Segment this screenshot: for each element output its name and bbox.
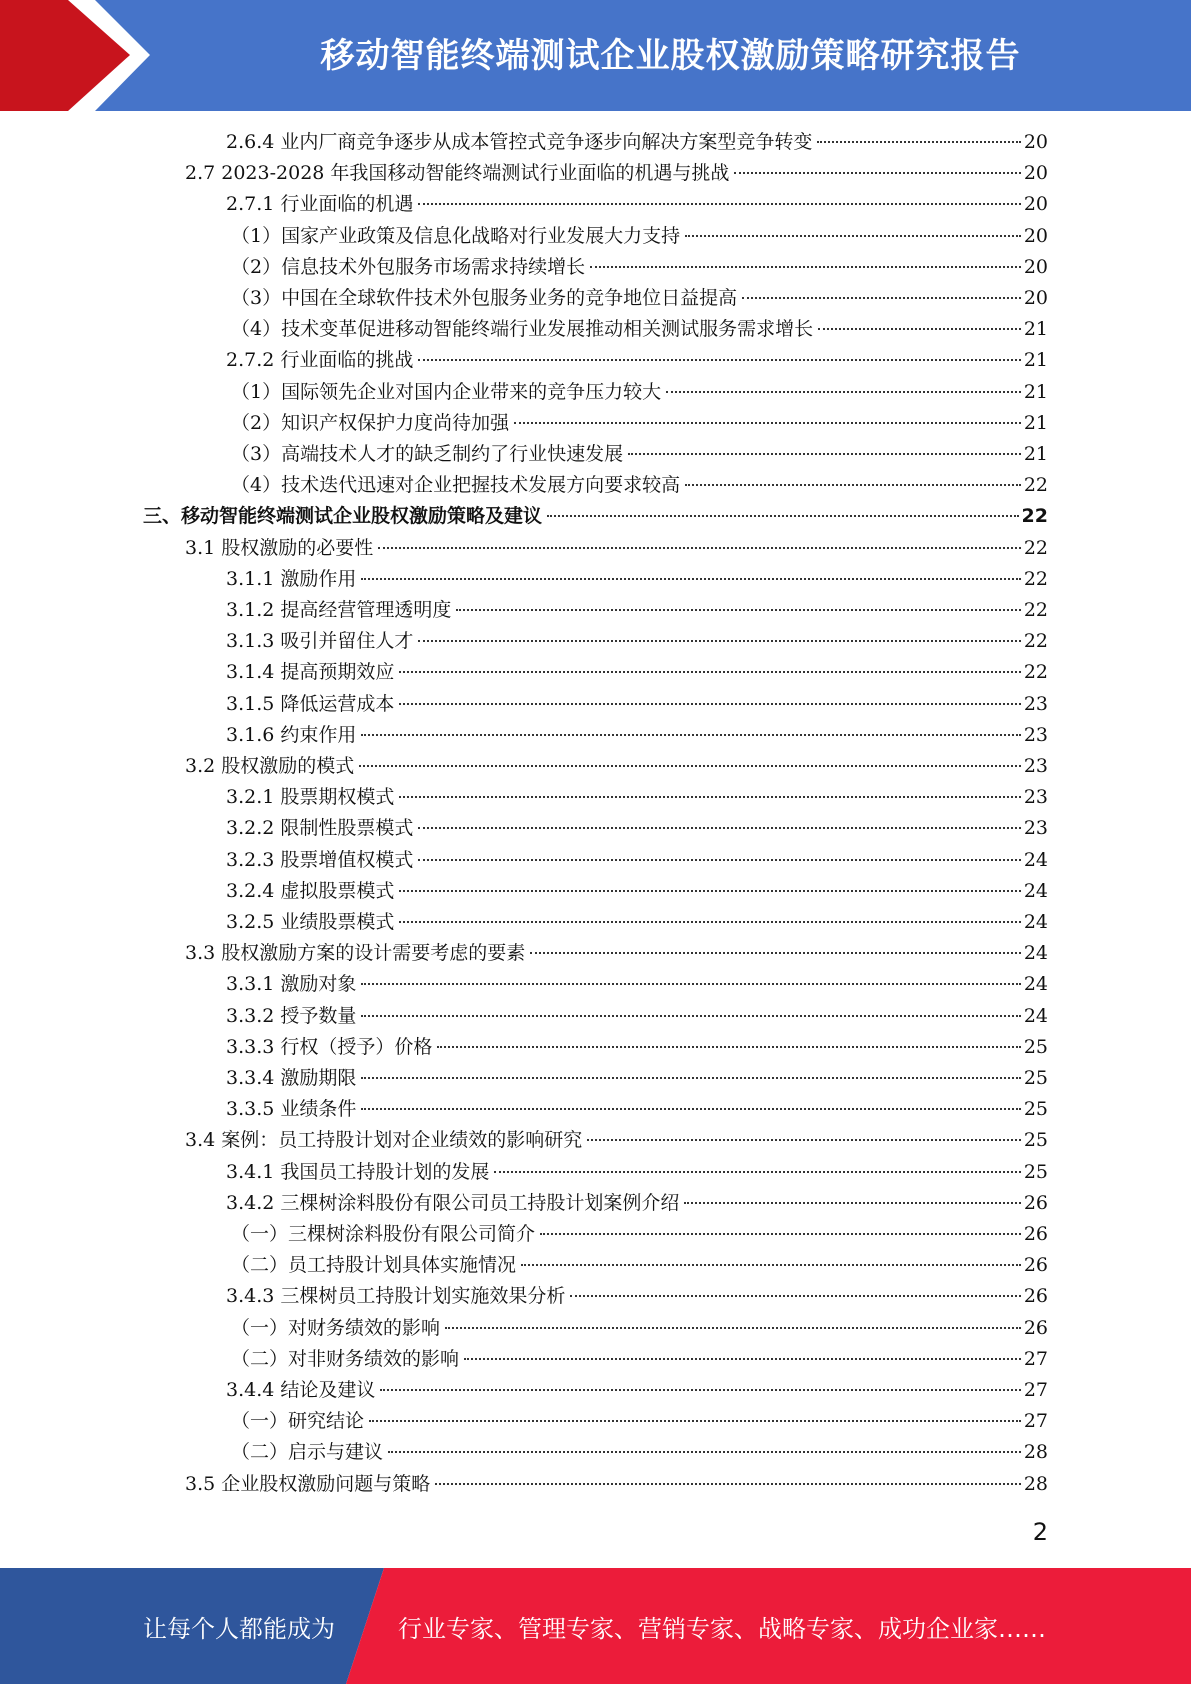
toc-entry-page: 23 [1023,786,1048,809]
toc-dot-leader [464,1358,1021,1360]
toc-dot-leader [399,796,1020,798]
toc-entry[interactable] [226,1157,1048,1188]
toc-entry-label: 3.1.6 约束作用 [226,723,357,746]
toc-entry-page: 20 [1023,287,1048,309]
toc-entry-label: 3.3.3 行权（授予）价格 [226,1035,433,1058]
toc-entry[interactable] [226,626,1048,657]
toc-dot-leader [378,547,1021,549]
toc-entry-page: 22 [1023,567,1048,590]
toc-dot-leader [628,453,1021,455]
toc-dot-leader [818,328,1021,330]
toc-entry-page: 24 [1023,848,1048,871]
toc-entry[interactable] [226,689,1048,720]
toc-entry-page: 22 [1023,661,1048,684]
toc-entry-label: （二）启示与建议 [231,1441,384,1464]
toc-entry-page: 21 [1023,411,1048,434]
toc-dot-leader [399,703,1020,705]
toc-entry-page: 21 [1023,318,1048,341]
toc-entry-label: 2.7.2 行业面临的挑战 [226,349,414,372]
toc-entry-page: 24 [1023,942,1048,965]
toc-dot-leader [684,1202,1020,1204]
toc-entry[interactable] [226,876,1048,907]
toc-entry-label: 3.3.4 激励期限 [226,1067,357,1089]
toc-entry[interactable] [185,938,1048,969]
toc-entry[interactable] [226,595,1048,626]
toc-dot-leader [685,484,1021,486]
toc-entry[interactable] [226,564,1048,595]
toc-entry[interactable] [226,969,1048,1000]
toc-entry[interactable] [185,751,1048,782]
toc-dot-leader [456,609,1020,611]
toc-dot-leader [399,671,1020,673]
toc-entry-label: （4）技术迭代迅速对企业把握技术发展方向要求较高 [231,474,681,497]
toc-dot-leader [590,266,1021,268]
toc-entry-label: 3.1.5 降低运营成本 [226,692,395,715]
toc-entry-label: 3.3.5 业绩条件 [226,1098,357,1121]
toc-entry[interactable] [231,283,1048,314]
toc-entry-page: 27 [1023,1410,1048,1433]
toc-entry-page: 22 [1023,599,1048,621]
toc-entry-label: （3）中国在全球软件技术外包服务业务的竞争地位日益提高 [231,287,738,309]
toc-entry-label: （一）研究结论 [231,1410,365,1433]
toc-entry-label: 3.2.2 限制性股票模式 [226,817,414,840]
toc-dot-leader [361,1108,1020,1110]
toc-entry-label: 3.3.2 授予数量 [226,1004,357,1027]
toc-entry-label: 3.4.1 我国员工持股计划的发展 [226,1160,490,1183]
toc-dot-leader [361,578,1020,580]
report-footer [0,1568,1191,1684]
toc-entry[interactable] [185,158,1048,189]
toc-entry[interactable] [226,1281,1048,1312]
toc-entry-page: 27 [1023,1347,1048,1370]
toc-entry-label: 3.4 案例：员工持股计划对企业绩效的影响研究 [185,1129,583,1152]
toc-entry-label: 3.4.4 结论及建议 [226,1379,376,1401]
report-header [0,0,1191,111]
toc-entry[interactable] [231,470,1048,501]
toc-entry-label: （二）员工持股计划具体实施情况 [231,1254,517,1277]
toc-dot-leader [445,1327,1021,1329]
toc-dot-leader [369,1420,1021,1422]
toc-entry[interactable] [226,345,1048,376]
footer-slogan-right: 行业专家、管理专家、营销专家、战略专家、成功企业家…… [398,1614,1046,1643]
toc-entry-page: 24 [1023,879,1048,902]
toc-entry[interactable] [231,1313,1048,1344]
toc-dot-leader [666,391,1021,393]
toc-entry-page: 27 [1023,1379,1048,1401]
toc-entry-page: 26 [1023,1316,1048,1339]
toc-dot-leader [388,1451,1021,1453]
toc-entry-page: 23 [1023,817,1048,840]
toc-entry-page: 22 [1023,536,1048,559]
toc-dot-leader [399,921,1020,923]
toc-entry-label: （一）三棵树涂料股份有限公司简介 [231,1223,536,1245]
toc-entry[interactable] [231,439,1048,470]
toc-dot-leader [435,1483,1021,1485]
page-number: 2 [1032,1518,1048,1546]
toc-entry[interactable] [226,1063,1048,1094]
toc-entry[interactable] [231,1437,1048,1468]
toc-entry[interactable] [226,720,1048,751]
toc-entry-page: 25 [1023,1067,1048,1089]
toc-entry[interactable] [231,1344,1048,1375]
toc-entry-label: 3.4.3 三棵树员工持股计划实施效果分析 [226,1285,566,1308]
toc-entry-label: 2.7.1 行业面临的机遇 [226,193,414,216]
toc-entry-page: 21 [1023,380,1048,403]
toc-dot-leader [734,172,1020,174]
toc-dot-leader [437,1046,1020,1048]
toc-entry-label: （1）国家产业政策及信息化战略对行业发展大力支持 [231,224,681,247]
toc-dot-leader [418,827,1020,829]
toc-entry-page: 28 [1023,1441,1048,1464]
toc-entry-page: 21 [1023,443,1048,465]
toc-entry-page: 20 [1023,255,1048,278]
toc-entry-label: 3.3 股权激励方案的设计需要考虑的要素 [185,942,526,965]
toc-entry-label: 3.1.1 激励作用 [226,567,357,590]
toc-entry[interactable] [231,1406,1048,1437]
toc-dot-leader [521,1264,1021,1266]
toc-entry[interactable] [185,1125,1048,1156]
toc-entry[interactable] [231,1250,1048,1281]
toc-dot-leader [570,1295,1020,1297]
toc-dot-leader [418,359,1020,361]
toc-entry-page: 23 [1023,723,1048,746]
toc-entry[interactable] [226,907,1048,938]
toc-entry[interactable] [226,127,1048,158]
toc-entry[interactable] [231,221,1048,252]
toc-dot-leader [380,1389,1020,1391]
toc-entry-label: 3.4.2 三棵树涂料股份有限公司员工持股计划案例介绍 [226,1191,680,1214]
toc-entry-page: 23 [1023,755,1048,777]
toc-dot-leader [530,952,1021,954]
toc-entry[interactable] [231,377,1048,408]
toc-entry-page: 28 [1023,1472,1048,1495]
toc-dot-leader [359,765,1021,767]
toc-dot-leader [418,640,1020,642]
toc-entry-page: 22 [1023,630,1048,653]
toc-entry[interactable] [226,1375,1048,1406]
toc-entry-page: 25 [1023,1035,1048,1058]
toc-entry-label: 3.5 企业股权激励问题与策略 [185,1472,431,1495]
toc-dot-leader [587,1139,1021,1141]
toc-entry-page: 20 [1023,131,1048,153]
toc-dot-leader [418,859,1020,861]
toc-entry-page: 25 [1023,1129,1048,1152]
toc-entry[interactable] [226,189,1048,220]
toc-entry-label: 2.6.4 业内厂商竞争逐步从成本管控式竞争逐步向解决方案型竞争转变 [226,131,813,153]
toc-entry-page: 26 [1023,1191,1048,1214]
toc-entry-label: 3.3.1 激励对象 [226,973,357,996]
toc-entry[interactable] [226,1032,1048,1063]
toc-entry[interactable] [231,314,1048,345]
report-title: 移动智能终端测试企业股权激励策略研究报告 [320,35,1021,76]
toc-entry-page: 20 [1023,224,1048,247]
toc-entry-page: 24 [1023,973,1048,996]
toc-entry[interactable] [185,533,1048,564]
toc-dot-leader [547,515,1019,517]
toc-entry-page: 23 [1023,692,1048,715]
toc-entry-label: 3.1 股权激励的必要性 [185,536,374,559]
toc-entry-label: （一）对财务绩效的影响 [231,1316,441,1339]
toc-entry-label: （1）国际领先企业对国内企业带来的竞争压力较大 [231,380,662,403]
toc-entry-label: 3.2.1 股票期权模式 [226,786,395,809]
toc-entry-label: 三、移动智能终端测试企业股权激励策略及建议 [143,505,543,528]
toc-dot-leader [817,141,1020,143]
toc-entry[interactable] [226,1094,1048,1125]
toc-entry-label: 3.2.3 股票增值权模式 [226,848,414,871]
toc-entry-page: 24 [1023,1004,1048,1027]
toc-entry[interactable] [231,408,1048,439]
toc-entry[interactable] [226,1001,1048,1032]
toc-dot-leader [685,235,1021,237]
toc-dot-leader [399,890,1020,892]
toc-entry-label: 3.2.5 业绩股票模式 [226,911,395,933]
toc-entry-label: （二）对非财务绩效的影响 [231,1347,460,1370]
toc-entry-label: 3.2.4 虚拟股票模式 [226,879,395,902]
toc-entry[interactable] [226,782,1048,813]
toc-entry-label: （2）知识产权保护力度尚待加强 [231,411,510,434]
toc-entry[interactable] [185,1469,1048,1500]
toc-entry[interactable] [226,1188,1048,1219]
toc-entry-page: 22 [1021,505,1048,528]
toc-dot-leader [361,983,1020,985]
toc-entry-label: （4）技术变革促进移动智能终端行业发展推动相关测试服务需求增长 [231,318,814,341]
toc-entry-label: 3.1.2 提高经营管理透明度 [226,599,452,621]
toc-entry-page: 22 [1023,474,1048,497]
toc-entry-page: 24 [1023,911,1048,933]
toc-entry-page: 20 [1023,193,1048,216]
toc-entry-page: 20 [1023,162,1048,185]
toc-entry[interactable] [231,1219,1048,1250]
toc-dot-leader [494,1171,1020,1173]
toc-dot-leader [361,734,1020,736]
toc-entry[interactable] [226,657,1048,688]
toc-entry[interactable] [143,501,1048,532]
toc-dot-leader [361,1015,1020,1017]
toc-dot-leader [742,297,1021,299]
toc-entry[interactable] [226,813,1048,844]
toc-entry[interactable] [226,845,1048,876]
toc-entry-page: 25 [1023,1098,1048,1121]
toc-dot-leader [361,1077,1020,1079]
toc-entry-label: （2）信息技术外包服务市场需求持续增长 [231,255,586,278]
toc-entry-page: 26 [1023,1223,1048,1245]
toc-entry-label: 2.7 2023-2028 年我国移动智能终端测试行业面临的机遇与挑战 [185,162,730,185]
toc-entry-label: 3.1.3 吸引并留住人才 [226,630,414,653]
toc-dot-leader [418,203,1020,205]
toc-entry-label: 3.1.4 提高预期效应 [226,661,395,684]
toc-entry-page: 26 [1023,1254,1048,1277]
toc-dot-leader [540,1233,1021,1235]
toc-entry-page: 21 [1023,349,1048,372]
footer-slogan-left: 让每个人都能成为 [143,1614,335,1643]
toc-entry-label: 3.2 股权激励的模式 [185,755,355,777]
toc-entry-page: 26 [1023,1285,1048,1308]
toc-entry[interactable] [231,252,1048,283]
toc-entry-page: 25 [1023,1160,1048,1183]
toc-entry-label: （3）高端技术人才的缺乏制约了行业快速发展 [231,443,624,465]
toc-dot-leader [514,422,1021,424]
